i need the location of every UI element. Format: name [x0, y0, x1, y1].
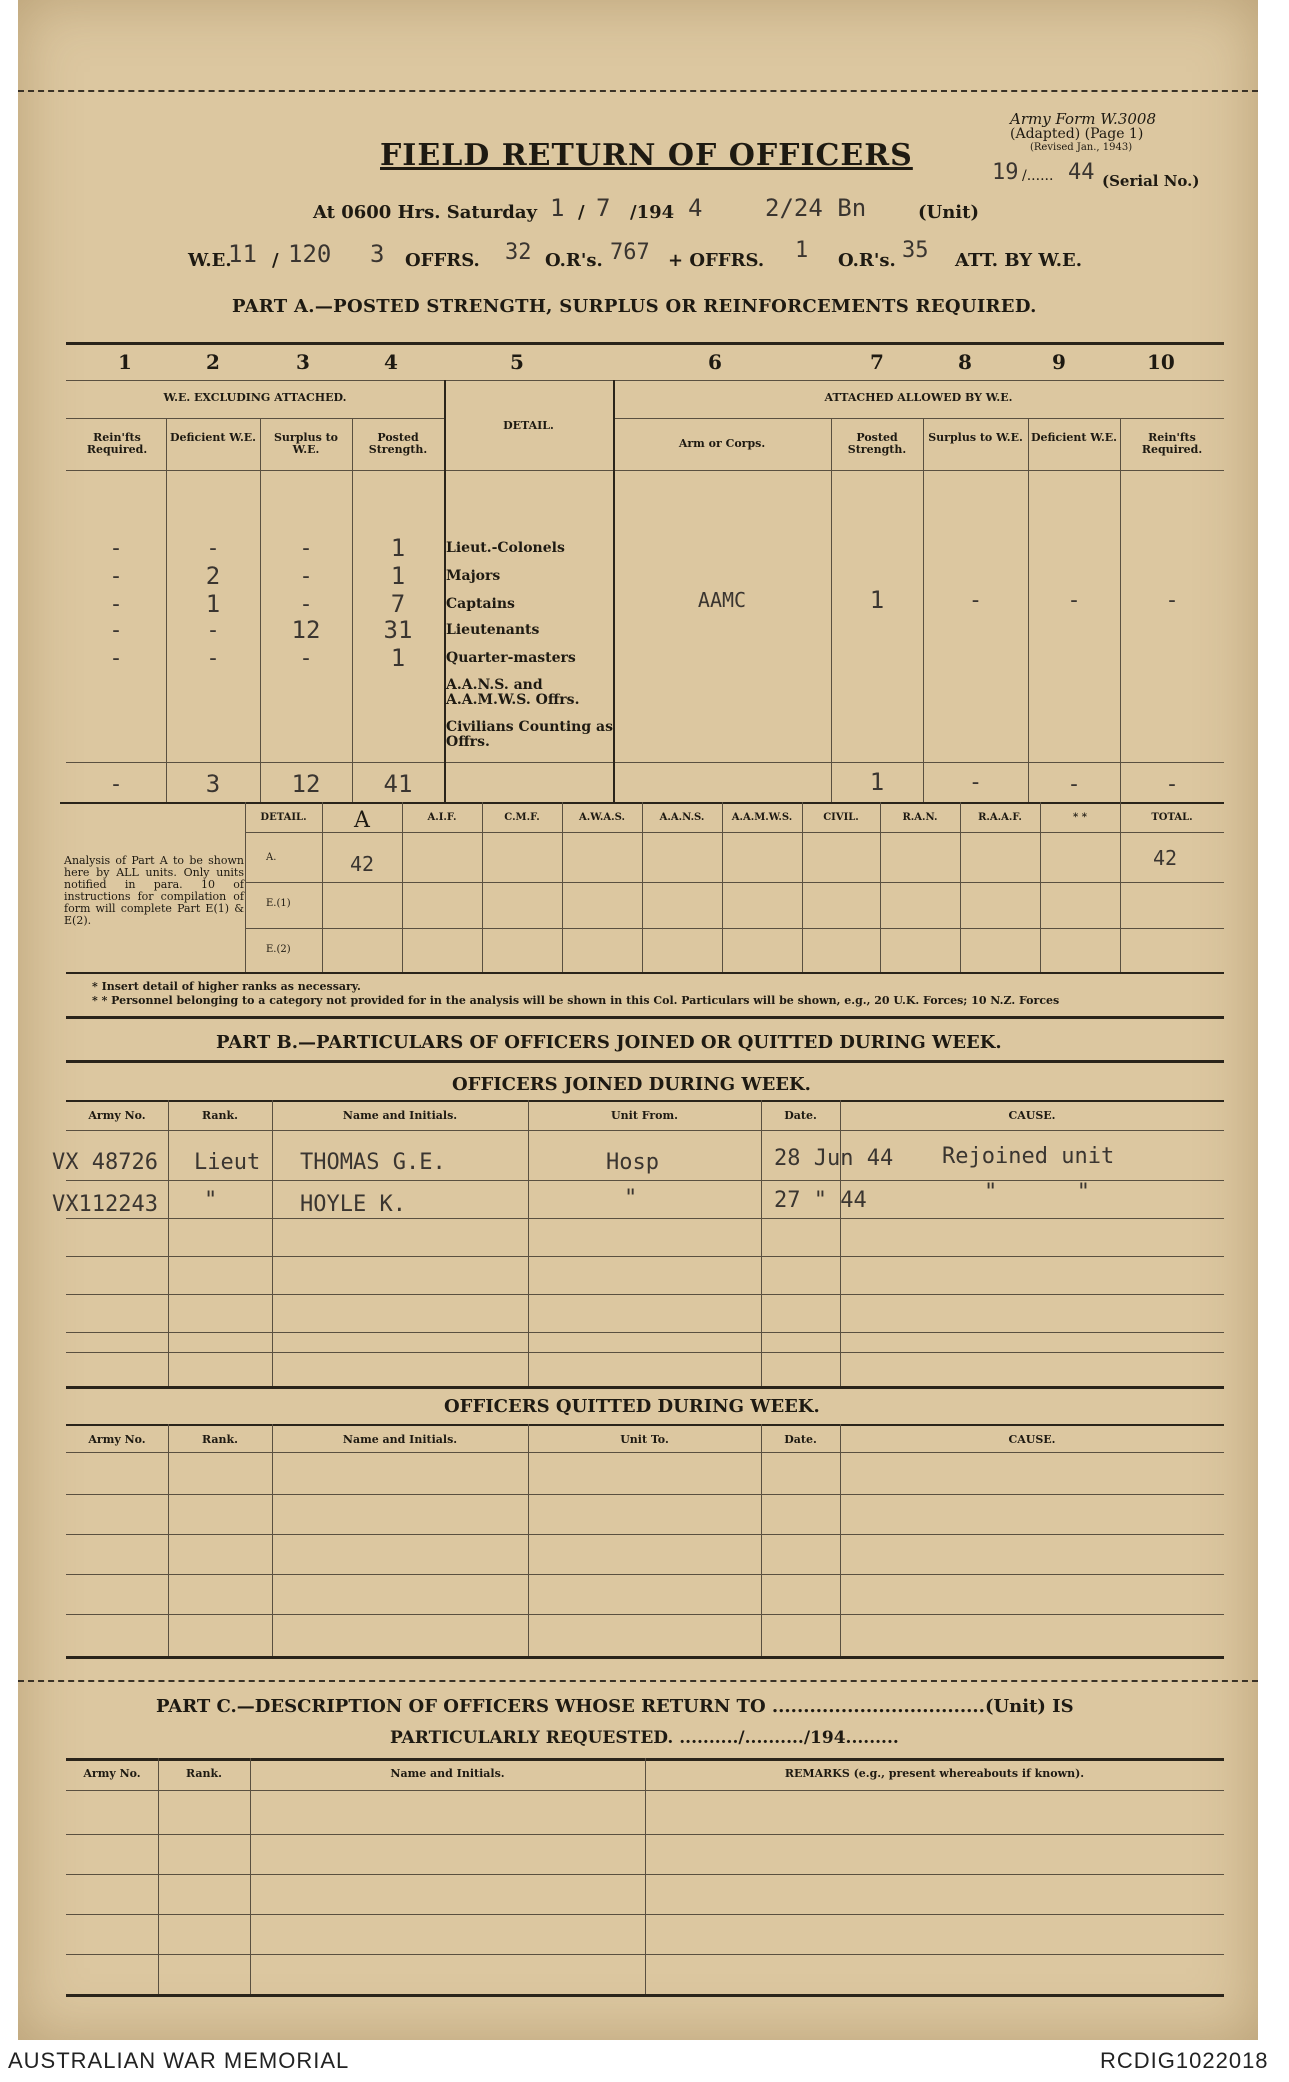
attached-surplus: - [968, 588, 983, 613]
row-reinfts: - [109, 646, 123, 671]
att-offrs-value: 1 [795, 238, 809, 263]
row-posted: 1 [390, 644, 406, 672]
footer-source: AUSTRALIAN WAR MEMORIAL [8, 2048, 350, 2073]
analysis-row-e2: E.(2) [266, 944, 291, 955]
joined-vline [840, 1100, 841, 1386]
quitted-row-rule [66, 1494, 1224, 1495]
analysis-header-awas: A.W.A.S. [579, 812, 625, 823]
row-surplus: 12 [291, 616, 321, 644]
footnote-2: * * Personnel belonging to a category not provided for in the analysis will be shown in this Col. Particulars will be shown, e.g., 20 U.K. Forces; 10 N.Z. Forces [92, 994, 1060, 1007]
row-posted: 31 [383, 616, 413, 644]
joined-army-no: VX112243 [52, 1192, 158, 1217]
joined-army-no: VX 48726 [52, 1150, 158, 1175]
col-number-9: 9 [1052, 350, 1066, 374]
analysis-vline [722, 802, 723, 972]
analysis-vline [1120, 802, 1121, 972]
ors-value: 767 [610, 240, 650, 265]
attached-reinfts: - [1165, 588, 1179, 613]
detail-header: DETAIL. [503, 419, 554, 432]
header-att-posted: Posted Strength. [847, 431, 907, 456]
joined-name: HOYLE K. [300, 1192, 406, 1217]
row-deficient: - [206, 618, 220, 643]
part-a-total-rule [66, 762, 1224, 763]
part-c-header-name: Name and Initials. [390, 1767, 505, 1780]
header-arm-corps: Arm or Corps. [678, 437, 766, 450]
row-deficient: 2 [205, 562, 221, 590]
row-reinfts: - [109, 618, 123, 643]
plus-offrs-label: + OFFRS. [668, 250, 765, 271]
offrs-label: OFFRS. [405, 250, 480, 271]
footnote-1: * Insert detail of higher ranks as necessary. [92, 980, 361, 993]
col-number-4: 4 [384, 350, 398, 374]
quitted-vline [272, 1424, 273, 1656]
at-hours-label: At 0600 Hrs. Saturday [313, 202, 538, 223]
total-att-surplus: - [968, 770, 983, 795]
serial-label: (Serial No.) [1102, 172, 1200, 190]
group-attached-allowed: ATTACHED ALLOWED BY W.E. [824, 391, 1013, 404]
serial-sep: /...... [1022, 168, 1054, 184]
quitted-header-date: Date. [784, 1433, 817, 1446]
header-att-reinfts: Rein'fts Required. [1141, 431, 1203, 456]
we-c: 3 [370, 240, 385, 268]
part-a-top-rule [66, 342, 1224, 345]
form-number: Army Form W.3008 [1010, 110, 1156, 128]
joined-unit: Hosp [606, 1150, 659, 1175]
joined-rank: " [204, 1188, 218, 1213]
joined-row-rule [66, 1218, 1224, 1219]
col-number-2: 2 [206, 350, 220, 374]
row-posted: 1 [390, 562, 406, 590]
analysis-vline [245, 802, 246, 972]
header-reinfts: Rein'fts Required. [86, 431, 148, 456]
year-suffix: 4 [688, 194, 703, 222]
col-number-3: 3 [296, 350, 310, 374]
analysis-vline [1040, 802, 1041, 972]
ors-label: O.R's. [545, 250, 603, 271]
analysis-vline [802, 802, 803, 972]
quitted-header-rule [66, 1452, 1224, 1453]
joined-vline [761, 1100, 762, 1386]
total-att-deficient: - [1067, 772, 1081, 797]
part-c-bottom-rule [66, 1994, 1224, 1997]
part-c-vline [645, 1758, 646, 1994]
quitted-row-rule [66, 1614, 1224, 1615]
ors-label-2: O.R's. [838, 250, 896, 271]
header-posted: Posted Strength. [368, 431, 428, 456]
header-surplus: Surplus to W.E. [273, 431, 339, 456]
joined-row-rule [66, 1332, 1224, 1333]
part-c-header-army-no: Army No. [83, 1767, 141, 1780]
we-label: W.E. [188, 250, 232, 271]
quitted-vline [840, 1424, 841, 1656]
we-sep: / [272, 250, 279, 271]
joined-name: THOMAS G.E. [300, 1150, 446, 1175]
total-reinfts: - [109, 772, 123, 797]
analysis-vline [562, 802, 563, 972]
quitted-bottom-rule [66, 1656, 1224, 1659]
total-posted: 41 [383, 770, 413, 798]
top-dashed-line [18, 90, 1258, 92]
we-a: 11 [228, 240, 257, 268]
analysis-header-civil: CIVIL. [823, 812, 859, 823]
joined-row-rule [66, 1352, 1224, 1353]
unit-label: (Unit) [918, 202, 979, 223]
analysis-header-cmf: C.M.F. [504, 812, 540, 823]
joined-vline [272, 1100, 273, 1386]
total-att-reinfts: - [1165, 772, 1179, 797]
attached-arm: AAMC [697, 588, 747, 612]
analysis-vline [402, 802, 403, 972]
part-c-vline [158, 1758, 159, 1994]
row-rank-label: Quarter-masters [446, 650, 576, 666]
header-att-deficient: Deficient W.E. [1030, 431, 1117, 444]
joined-row-rule [66, 1294, 1224, 1295]
row-surplus: - [299, 646, 313, 671]
analysis-header-a: A [354, 808, 370, 833]
part-c-header-remarks: REMARKS (e.g., present whereabouts if known). [784, 1767, 1085, 1780]
unit-value: 2/24 Bn [765, 194, 867, 222]
joined-date: 28 Jun 44 [774, 1146, 894, 1171]
joined-row-rule [66, 1256, 1224, 1257]
row-reinfts: - [109, 536, 123, 561]
joined-date: 27 " 44 [774, 1188, 867, 1213]
quitted-header-cause: CAUSE. [1008, 1433, 1056, 1446]
offrs-value: 32 [505, 240, 532, 265]
analysis-vline [880, 802, 881, 972]
part-a-num-rule [66, 380, 1224, 381]
row-surplus: - [299, 564, 313, 589]
analysis-total-value: 42 [1152, 846, 1178, 870]
joined-header-rank: Rank. [202, 1109, 238, 1122]
analysis-row-rule [245, 928, 1224, 929]
part-c-dashed-rule [18, 1680, 1258, 1682]
quitted-title-rule [66, 1424, 1224, 1426]
col-number-5: 5 [510, 350, 524, 374]
analysis-header-raaf: R.A.A.F. [978, 812, 1022, 823]
part-a-header-rule [66, 470, 1224, 471]
total-surplus: 12 [291, 770, 321, 798]
joined-header-name: Name and Initials. [342, 1109, 458, 1122]
part-c-header-rank: Rank. [186, 1767, 222, 1780]
analysis-header-total: TOTAL. [1151, 812, 1193, 823]
we-b: 120 [288, 240, 332, 268]
part-a-group-rule [66, 418, 444, 419]
joined-header-army-no: Army No. [88, 1109, 146, 1122]
joined-cause: Rejoined unit [942, 1144, 1115, 1169]
row-reinfts: - [109, 564, 123, 589]
quitted-header-name: Name and Initials. [342, 1433, 458, 1446]
year-prefix: /194 [630, 202, 675, 223]
attached-deficient: - [1067, 588, 1081, 613]
row-rank-label: Captains [446, 596, 515, 612]
part-a-group-rule-r [613, 418, 1224, 419]
attached-posted: 1 [869, 586, 885, 614]
joined-header-rule [66, 1130, 1224, 1131]
col-number-6: 6 [708, 350, 722, 374]
joined-header-unit: Unit From. [611, 1109, 678, 1122]
form-title: FIELD RETURN OF OFFICERS [380, 138, 913, 173]
col-number-8: 8 [958, 350, 972, 374]
col-number-10: 10 [1147, 350, 1175, 374]
row-rank-label: Lieut.-Colonels [446, 540, 565, 556]
analysis-vline [960, 802, 961, 972]
row-deficient: 1 [205, 590, 221, 618]
group-we-excluding: W.E. EXCLUDING ATTACHED. [163, 391, 347, 404]
analysis-row-e1: E.(1) [266, 898, 291, 909]
analysis-header-aif: A.I.F. [427, 812, 457, 823]
att-by-we-label: ATT. BY W.E. [955, 250, 1083, 271]
row-rank-label: Majors [446, 568, 501, 584]
part-c-line-1: PART C.—DESCRIPTION OF OFFICERS WHOSE RETURN TO ..................................(Unit) IS [156, 1696, 1074, 1717]
joined-cause: " " [984, 1180, 1090, 1205]
quitted-vline [761, 1424, 762, 1656]
header-att-surplus: Surplus to W.E. [928, 431, 1023, 444]
part-c-vline [250, 1758, 251, 1994]
row-deficient: - [206, 536, 220, 561]
part-a-title: PART A.—POSTED STRENGTH, SURPLUS OR REINFORCEMENTS REQUIRED. [232, 296, 1037, 317]
row-posted: 7 [390, 590, 406, 618]
total-att-posted: 1 [869, 768, 885, 796]
quitted-header-unit: Unit To. [620, 1433, 669, 1446]
analysis-note: Analysis of Part A to be shown here by ALL units. Only units notified in para. 10 of instructions for compilation of form will complete Part E(1) & E(2). [64, 854, 244, 927]
joined-header-date: Date. [784, 1109, 817, 1122]
row-rank-label: Lieutenants [446, 622, 540, 638]
return-month: 7 [596, 194, 611, 222]
analysis-a-value: 42 [349, 852, 375, 876]
analysis-vline [642, 802, 643, 972]
col-number-1: 1 [118, 350, 132, 374]
col-number-7: 7 [870, 350, 884, 374]
joined-rank: Lieut [194, 1150, 261, 1175]
total-deficient: 3 [205, 770, 221, 798]
analysis-row-rule [245, 882, 1224, 883]
row-posted: 1 [390, 534, 406, 562]
quitted-title: OFFICERS QUITTED DURING WEEK. [444, 1396, 820, 1417]
joined-bottom-rule [66, 1386, 1224, 1389]
joined-title-rule [66, 1100, 1224, 1102]
serial-a: 19 [992, 160, 1019, 185]
footer-id: RCDIG1022018 [1100, 2048, 1269, 2073]
civilians-label: Civilians Counting as Offrs. [446, 719, 613, 750]
analysis-vline [482, 802, 483, 972]
analysis-header-other: * * [1073, 812, 1087, 823]
analysis-bottom-rule [66, 972, 1224, 974]
joined-vline [168, 1100, 169, 1386]
quitted-header-rank: Rank. [202, 1433, 238, 1446]
joined-unit: " [624, 1186, 638, 1211]
aans-label: A.A.N.S. and A.A.M.W.S. Offrs. [446, 677, 580, 708]
row-reinfts: - [109, 592, 123, 617]
joined-title: OFFICERS JOINED DURING WEEK. [452, 1074, 811, 1095]
joined-header-cause: CAUSE. [1008, 1109, 1056, 1122]
quitted-vline [528, 1424, 529, 1656]
analysis-header-aans: A.A.N.S. [659, 812, 705, 823]
part-c-line-2: PARTICULARLY REQUESTED. ........../........../194......... [390, 1728, 899, 1748]
row-surplus: - [299, 592, 313, 617]
quitted-vline [168, 1424, 169, 1656]
serial-b: 44 [1068, 160, 1095, 185]
quitted-row-rule [66, 1574, 1224, 1575]
row-deficient: - [206, 646, 220, 671]
analysis-header-aamws: A.A.M.W.S. [731, 812, 793, 823]
analysis-header-ran: R.A.N. [902, 812, 938, 823]
analysis-header-detail: DETAIL. [260, 812, 307, 823]
form-revised: (Revised Jan., 1943) [1030, 142, 1133, 153]
part-b-title-rule [66, 1060, 1224, 1063]
header-deficient: Deficient W.E. [169, 431, 256, 444]
form-adapted: (Adapted) (Page 1) [1010, 126, 1144, 142]
quitted-row-rule [66, 1534, 1224, 1535]
date-sep-1: / [578, 202, 585, 223]
part-b-title: PART B.—PARTICULARS OF OFFICERS JOINED OR QUITTED DURING WEEK. [216, 1032, 1002, 1053]
analysis-row-a: A. [266, 852, 277, 863]
quitted-header-army-no: Army No. [88, 1433, 146, 1446]
att-ors-value: 35 [902, 238, 929, 263]
row-surplus: - [299, 536, 313, 561]
joined-vline [528, 1100, 529, 1386]
return-day: 1 [550, 194, 565, 222]
part-a-end-rule [66, 1016, 1224, 1019]
